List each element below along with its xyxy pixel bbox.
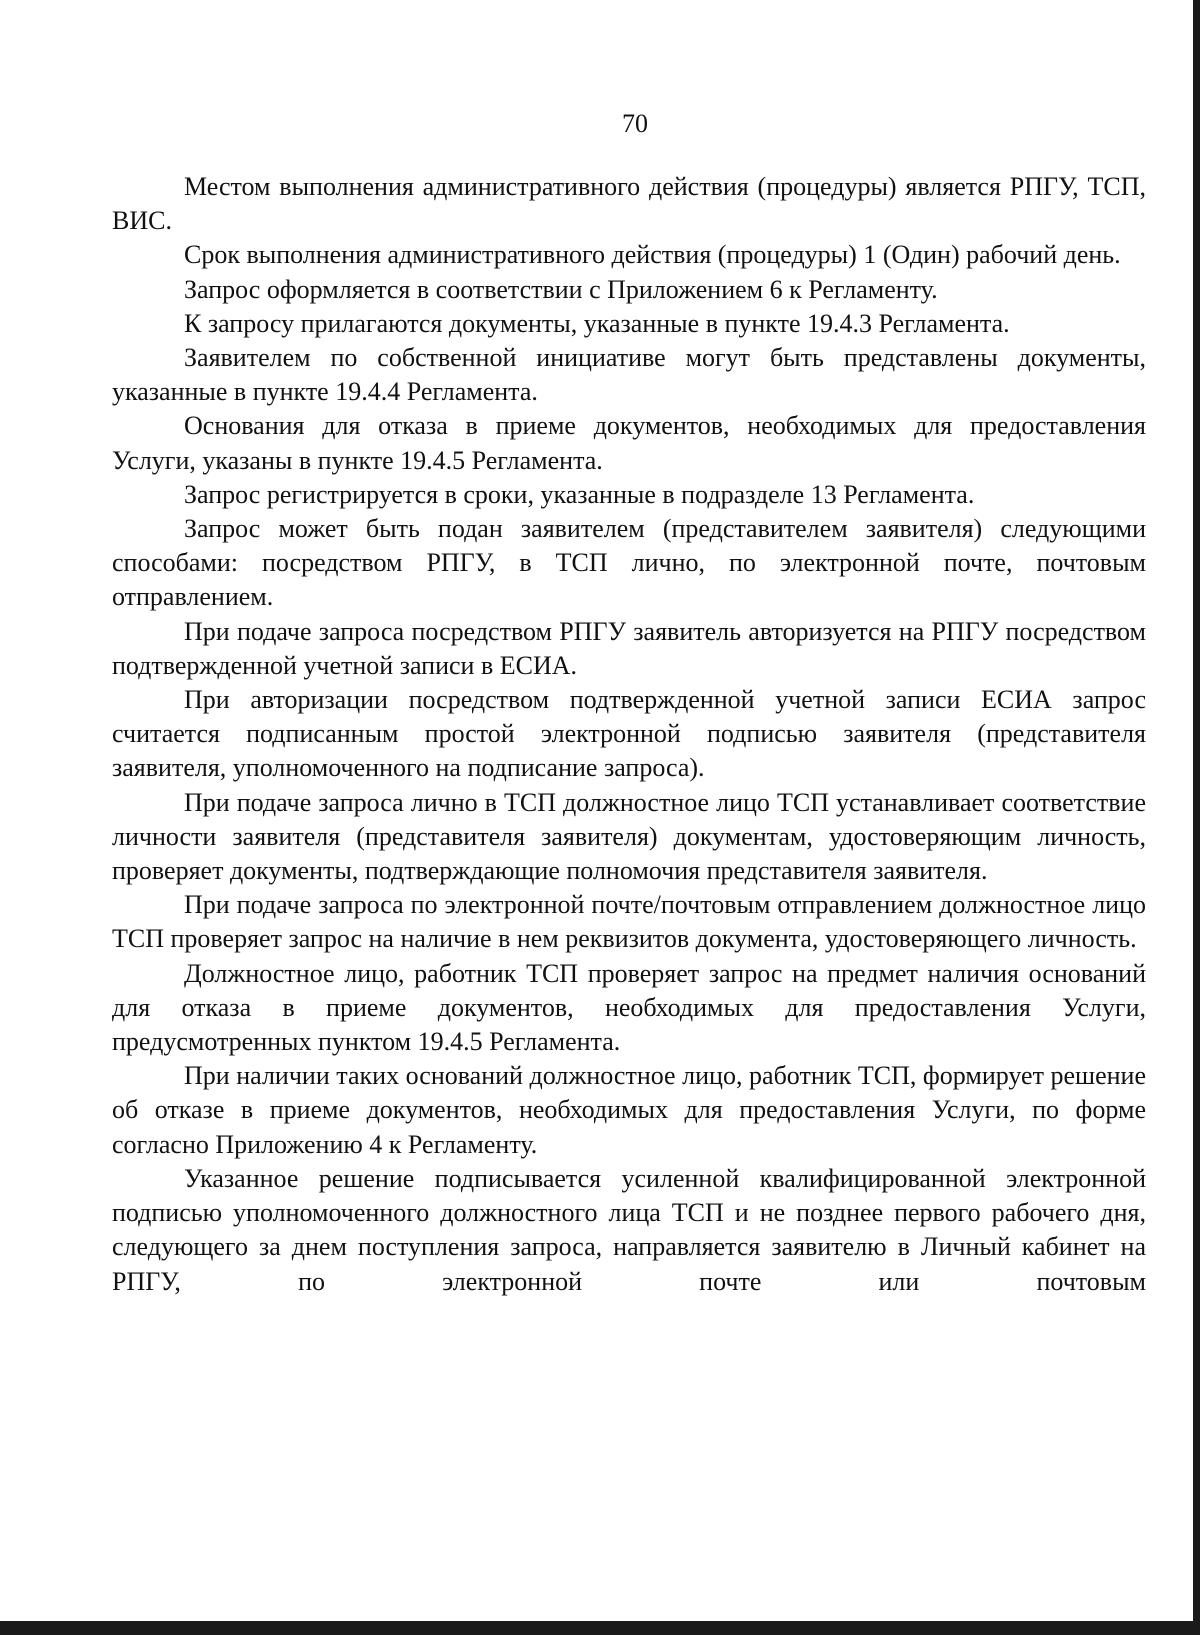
paragraph: При авторизации посредством подтвержденной учетной записи ЕСИА запрос считается подписанным простой электронной подписью заявителя (представителя заявителя, уполномоченного на подписание запроса).	[112, 685, 1146, 783]
paragraph: При наличии таких оснований должностное лицо, работник ТСП, формирует решение об отказе в приеме документов, необходимых для предоставления Услуги, по форме согласно Приложению 4 к Регламенту.	[112, 1061, 1146, 1159]
document-body	[112, 170, 1146, 1299]
paragraph: Срок выполнения административного действия (процедуры) 1 (Один) рабочий день.	[184, 240, 1121, 270]
paragraph: При подаче запроса по электронной почте/почтовым отправлением должностное лицо ТСП проверяет запрос на наличие в нем реквизитов документа, удостоверяющего личность.	[112, 890, 1146, 954]
paragraph: Заявителем по собственной инициативе могут быть представлены документы, указанные в пункте 19.4.4 Регламента.	[112, 343, 1146, 407]
paragraph: Основания для отказа в приеме документов, необходимых для предоставления Услуги, указаны в пункте 19.4.5 Регламента.	[112, 411, 1146, 475]
paragraph: К запросу прилагаются документы, указанные в пункте 19.4.3 Регламента.	[184, 308, 1010, 338]
paragraph: Должностное лицо, работник ТСП проверяет запрос на предмет наличия оснований для отказа в приеме документов, необходимых для предоставления Услуги, предусмотренных пунктом 19.4.5 Регламента.	[112, 958, 1146, 1057]
paragraph: Запрос оформляется в соответствии с Приложением 6 к Регламенту.	[184, 274, 938, 304]
paragraph: При подаче запроса лично в ТСП должностное лицо ТСП устанавливает соответствие личности заявителя (представителя заявителя) документам, удостоверяющим личность, проверяет документы, подтверждающие полномочия представителя заявителя.	[112, 787, 1146, 886]
scan-bottom-band	[0, 1621, 1200, 1635]
paragraph: Местом выполнения административного действия (процедуры) является РПГУ, ТСП, ВИС.	[112, 172, 1146, 236]
scan-edge	[1193, 0, 1200, 1635]
paragraph: Указанное решение подписывается усиленной квалифицированной электронной подписью уполномоченного должностного лица ТСП и не позднее первого рабочего дня, следующего за днем поступления запроса, направляется заявителю в Личный кабинет на РПГУ, по электронной почте или почтовым	[112, 1163, 1146, 1296]
paragraph: При подаче запроса посредством РПГУ заявитель авторизуется на РПГУ посредством подтвержденной учетной записи в ЕСИА.	[112, 616, 1146, 680]
page-number: 70	[622, 109, 648, 138]
paragraph: Запрос регистрируется в сроки, указанные в подразделе 13 Регламента.	[184, 479, 975, 509]
paragraph: Запрос может быть подан заявителем (представителем заявителя) следующими способами: посредством РПГУ, в ТСП лично, по электронной почте, почтовым отправлением.	[112, 514, 1146, 612]
